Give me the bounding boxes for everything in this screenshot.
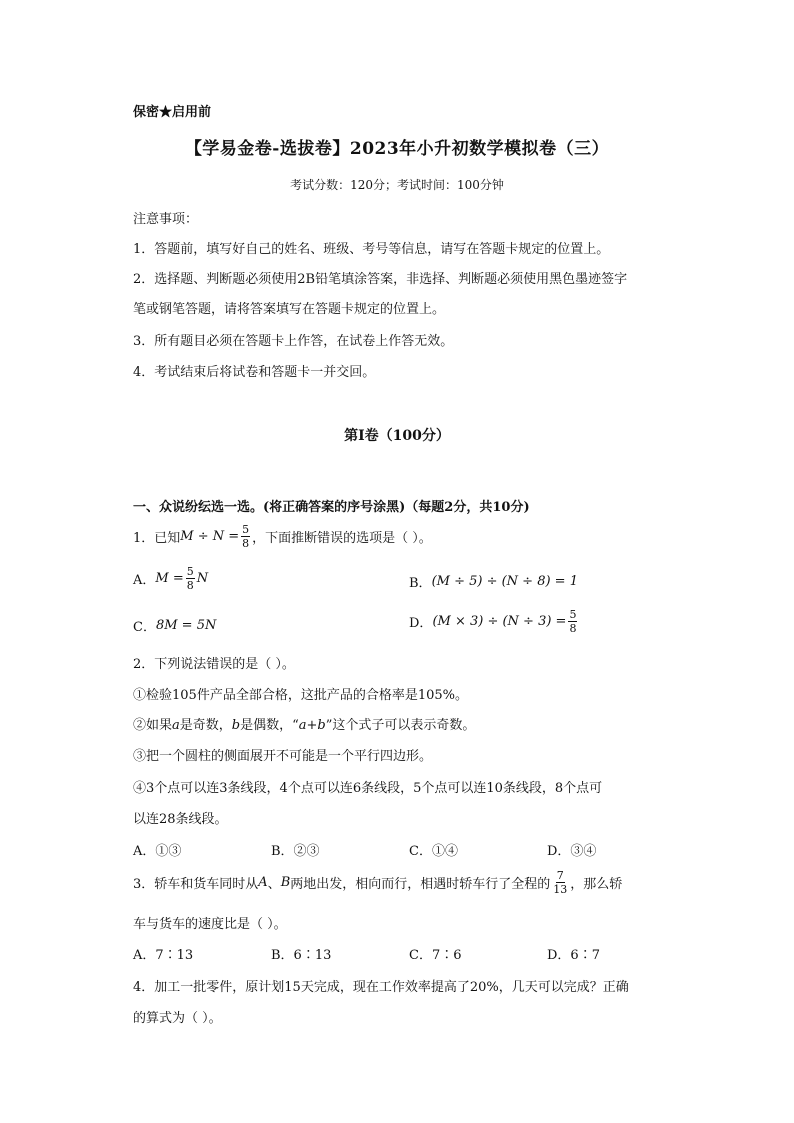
part-title: 第I卷（100分） [344,428,450,444]
q1-suffix: ，下面推断错误的选项是（ ）。 [252,531,432,546]
q3-option-d: D．6∶7 [547,948,600,963]
notes-heading: 注意事项： [133,212,199,227]
q1-option-c [133,616,216,635]
q2-s2-part-c: 是偶数，“ [240,718,299,733]
q2-statement-3: ③把一个圆柱的侧面展开不可能是一个平行四边形。 [133,749,433,764]
q3-text-a: 3．轿车和货车同时从 [133,877,259,892]
confidential-label: 保密★启用前 [133,105,212,120]
q3-frac-denominator: 13 [553,883,568,896]
q1-option-a-fraction [186,566,195,591]
q1-option-c-expression: 8M = 5N [155,618,217,633]
q2-s2-part-d: ”这个式子可以表示奇数。 [325,718,476,733]
q3-option-c: C．7∶6 [409,948,462,963]
q2-option-a: A．①③ [133,844,182,859]
q2-statement-2 [133,714,475,733]
q3-fraction [552,870,568,895]
q3-frac-numerator: 7 [556,869,564,882]
note-item-4: 4．考试结束后将试卷和答题卡一并交回。 [133,365,376,380]
note-item-3: 3．所有题目必须在答题卡上作答，在试卷上作答无效。 [133,334,454,349]
q2-option-c: C．①④ [409,844,458,859]
q1-frac-denominator: 8 [242,537,250,550]
q1-expression: M ÷ N = [180,529,240,544]
q3-stem-cont: 车与货车的速度比是（ ）。 [133,917,287,932]
q2-option-b: B．②③ [271,844,320,859]
question-2-stem: 2．下列说法错误的是（ ）。 [133,657,295,672]
exam-info: 考试分数：120分；考试时间：100分钟 [290,178,504,192]
q1-option-d-label: D． [409,616,433,631]
page-title: 【学易金卷-选拔卷】2023年小升初数学模拟卷（三） [184,139,610,159]
q2-expression: a+b [298,718,326,733]
q1-option-a-numerator: 5 [186,565,194,578]
q1-option-a [133,566,208,591]
q3-text-b: 两地出发，相向而行，相遇时轿车行了全程的 [290,877,551,892]
q1-option-b-expression: (M ÷ 5) ÷ (N ÷ 8) = 1 [431,574,578,589]
question-3-stem [133,870,622,895]
q2-statement-1: ①检验105件产品全部合格，这批产品的合格率是105%。 [133,688,468,703]
q1-option-d-denominator: 8 [569,622,577,635]
q3-text-c: ，那么轿 [570,877,623,892]
q1-option-a-rhs: N [196,571,209,586]
q3-option-b: B．6∶13 [271,948,332,963]
q1-fraction [241,524,250,549]
q3-var-b: B [280,875,291,890]
q1-option-b [409,572,578,591]
q2-statement-4: ④3个点可以连3条线段，4个点可以连6条线段，5个点可以连10条线段，8个点可 [133,781,603,796]
q3-option-a: A．7∶13 [133,948,194,963]
q2-option-d: D．③④ [547,844,597,859]
note-item-2: 2．选择题、判断题必须使用2B铅笔填涂答案，非选择、判断题必须使用黑色墨迹签字 [133,272,628,287]
q1-option-a-denominator: 8 [186,579,194,592]
note-item-2-cont: 笔或钢笔答题，请将答案填写在答题卡规定的位置上。 [133,302,446,317]
q1-option-c-label: C． [133,620,156,635]
q1-option-b-label: B． [409,576,432,591]
q1-option-a-lhs: M = [155,571,184,586]
q1-option-d [409,609,579,634]
q2-var-b: b [231,718,241,733]
note-item-1: 1．答题前，填写好自己的姓名、班级、考号等信息，请写在答题卡规定的位置上。 [133,242,610,257]
question-1-stem [133,524,432,549]
q2-s2-part-a: ②如果 [133,718,173,733]
q1-prefix: 1．已知 [133,531,181,546]
q2-statement-4-cont: 以连28条线段。 [133,812,228,827]
q1-option-d-numerator: 5 [569,608,577,621]
q4-stem-cont: 的算式为（ ）。 [133,1011,222,1026]
q3-var-a: A [258,875,268,890]
q2-s2-part-b: 是奇数， [179,718,232,733]
q1-option-a-label: A． [133,573,156,588]
q1-option-d-expression: (M × 3) ÷ (N ÷ 3) = [432,614,567,629]
q1-option-d-fraction [568,609,577,634]
section-title: 一、众说纷纭选一选。(将正确答案的序号涂黑)（每题2分，共10分) [133,500,530,515]
question-4-stem: 4．加工一批零件，原计划15天完成，现在工作效率提高了20%，几天可以完成？正确 [133,980,629,995]
q3-separator: 、 [267,877,281,892]
q1-frac-numerator: 5 [242,523,250,536]
q2-var-a: a [172,718,180,733]
